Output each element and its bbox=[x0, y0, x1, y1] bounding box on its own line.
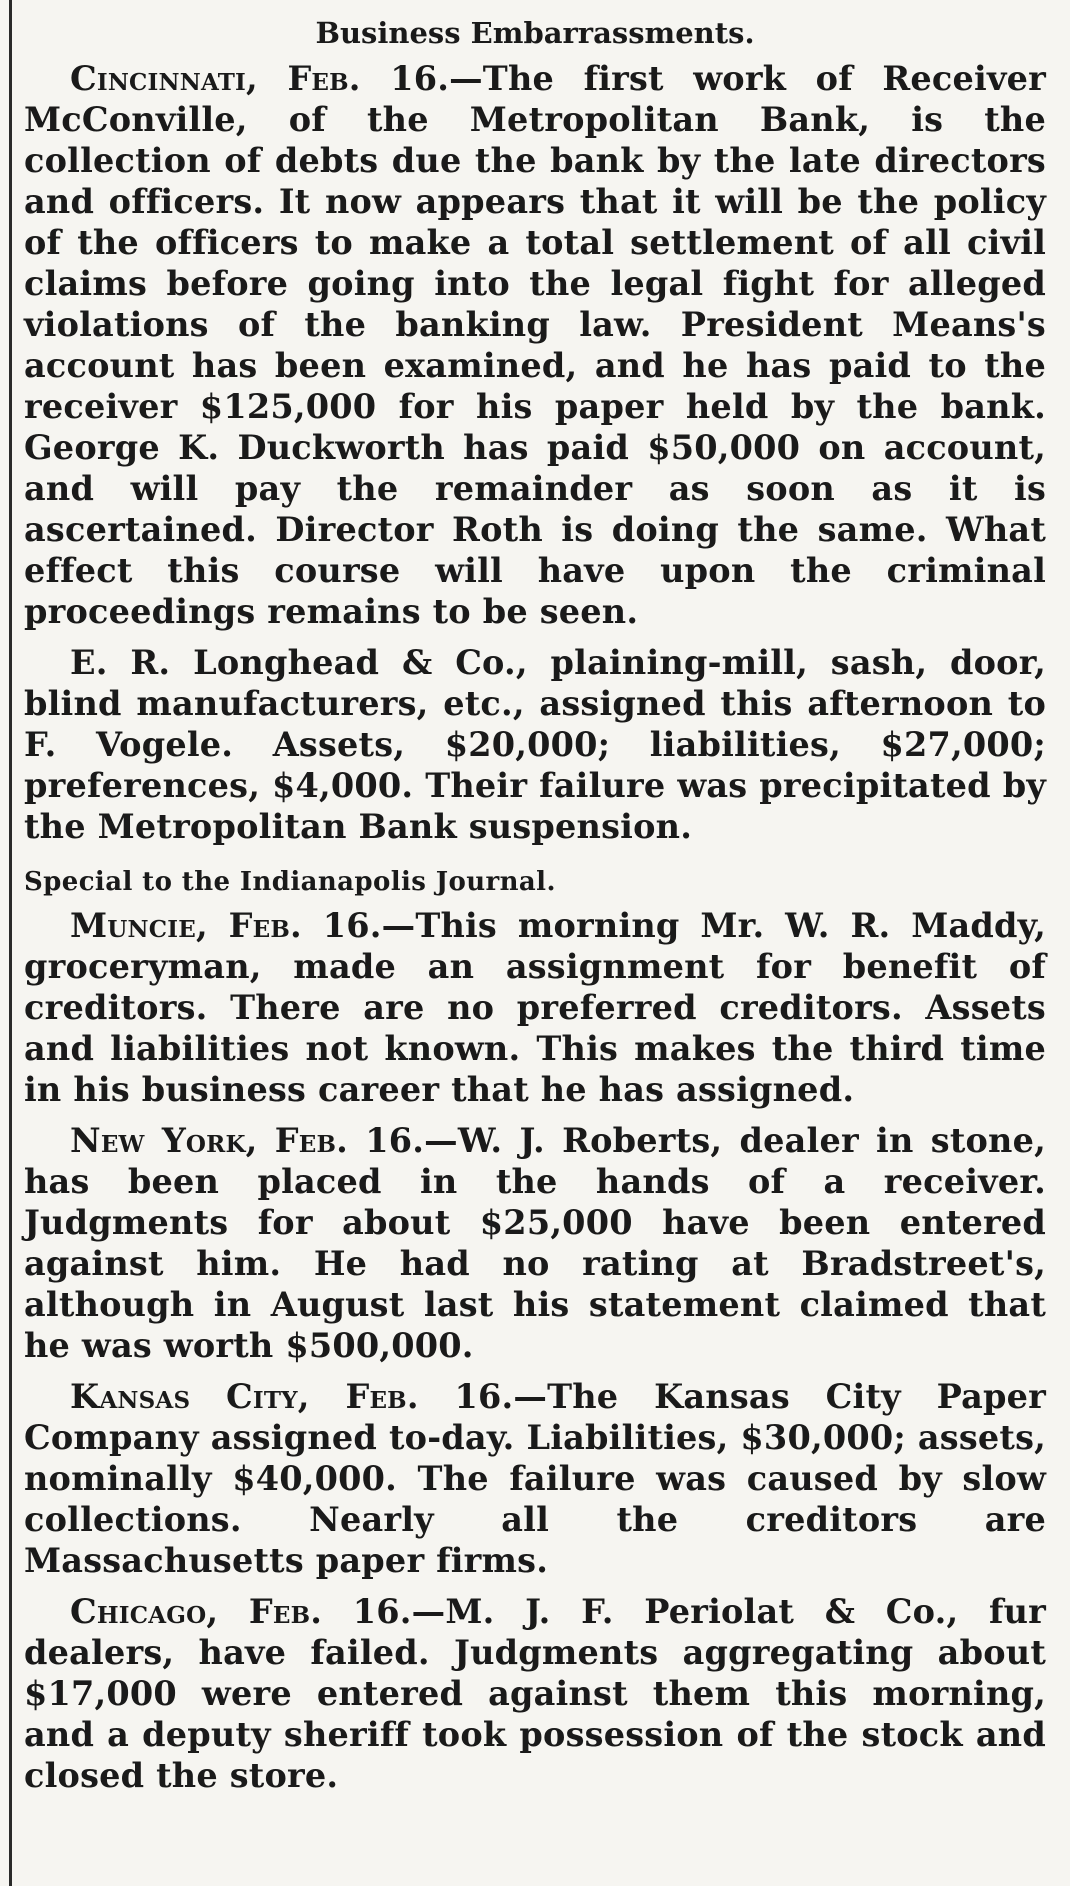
article-cincinnati bbox=[24, 58, 1046, 632]
article-body: —This morning Mr. W. R. Maddy, groceryman, made an assignment for benefit of creditors. There are no preferred creditors. Assets and liabilities not known. This makes the third time in his business career that he has assigned. bbox=[24, 906, 1046, 1109]
dateline: Chicago, Feb. 16. bbox=[70, 1592, 412, 1631]
article-body: —The first work of Receiver McConville, of the Metropolitan Bank, is the collection of debts due the bank by the late directors and officers. It now appears that it will be the policy of the officers to make a total settlement of all civil claims before going into the legal fight for alleged violations of the banking law. President Means's account has been examined, and he has paid to the receiver $125,000 for his paper held by the bank. George K. Duckworth has paid $50,000 on account, and will pay the remainder as soon as it is ascertained. Director Roth is doing the same. What effect this course will have upon the criminal proceedings remains to be seen. bbox=[24, 59, 1046, 631]
article-body: —M. J. F. Periolat & Co., fur dealers, have failed. Judgments aggregating about $17,000 were entered against them this morning, and a deputy sheriff took possession of the stock and closed the store. bbox=[24, 1592, 1046, 1795]
article-column bbox=[24, 16, 1046, 1806]
article-chicago bbox=[24, 1591, 1046, 1796]
dateline: New York, Feb. 16. bbox=[70, 1121, 425, 1160]
article-new-york bbox=[24, 1120, 1046, 1366]
dateline: Kansas City, Feb. 16. bbox=[70, 1377, 514, 1416]
section-heading: Business Embarrassments. bbox=[315, 16, 755, 50]
article-body: E. R. Longhead & Co., plaining-mill, sash, door, blind manufacturers, etc., assigned this afternoon to F. Vogele. Assets, $20,000; liabilities, $27,000; preferences, $4,000. Their failure was precipitated by the Metropolitan Bank suspension. bbox=[24, 643, 1046, 846]
article-longhead bbox=[24, 642, 1046, 847]
article-kansas-city bbox=[24, 1376, 1046, 1581]
dateline: Cincinnati, Feb. 16. bbox=[70, 59, 450, 98]
column-rule bbox=[9, 0, 12, 1886]
article-body: —The Kansas City Paper Company assigned to-day. Liabilities, $30,000; assets, nominally $40,000. The failure was caused by slow collections. Nearly all the creditors are Massachusetts paper firms. bbox=[24, 1377, 1046, 1580]
article-muncie bbox=[24, 905, 1046, 1110]
dateline: Muncie, Feb. 16. bbox=[70, 906, 382, 945]
article-body: —W. J. Roberts, dealer in stone, has been placed in the hands of a receiver. Judgments for about $25,000 have been entered against him. He had no rating at Bradstreet's, although in August last his statement claimed that he was worth $500,000. bbox=[24, 1121, 1046, 1365]
special-note: Special to the Indianapolis Journal. bbox=[24, 867, 556, 897]
